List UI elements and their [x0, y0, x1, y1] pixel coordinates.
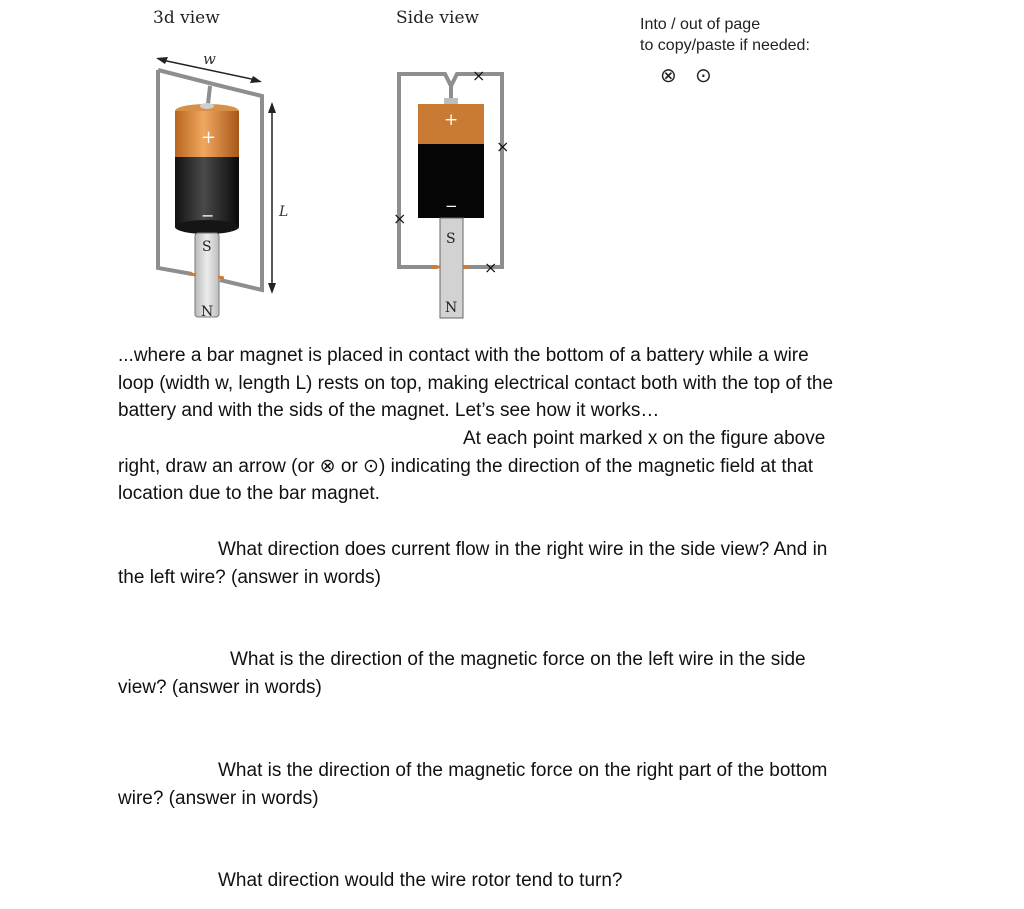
q1-line-1: At each point marked x on the figure above: [463, 428, 826, 449]
magnet-pole-n-3d: N: [201, 304, 214, 320]
view-3d-drawing: [156, 50, 288, 320]
length-label: L: [279, 204, 289, 220]
field-point-right: ×: [496, 137, 510, 156]
side-view-drawing: [393, 66, 509, 318]
symbol-note: [640, 14, 810, 56]
intro-paragraph: [118, 342, 918, 425]
question-force-left-wire: [118, 646, 918, 701]
symbol-note-line1: Into / out of page: [640, 16, 761, 33]
question-force-bottom-wire: [118, 757, 918, 812]
intro-line-2: loop (width w, length L) rests on top, making electrical contact both with the top of the: [118, 372, 834, 394]
magnet-pole-n-side: N: [445, 300, 458, 316]
symbol-note-line2: to copy/paste if needed:: [640, 37, 810, 54]
field-point-bottom-right: ×: [484, 258, 498, 277]
q3-line-1: What is the direction of the magnetic force on the left wire in the side: [230, 649, 806, 670]
q5-line-1: What direction would the wire rotor tend to turn?: [218, 870, 623, 891]
field-point-left: ×: [393, 209, 407, 228]
battery-plus-side: +: [444, 110, 459, 130]
magnet-pole-s-side: S: [446, 231, 456, 247]
intro-line-1: ...where a bar magnet is placed in contact with the bottom of a battery while a wire: [118, 345, 809, 366]
q1-line-3: location due to the bar magnet.: [118, 483, 380, 504]
magnet-pole-s-3d: S: [202, 239, 212, 255]
battery-minus-3d: −: [201, 206, 215, 225]
q1-line-2: right, draw an arrow (or ⊗ or ⊙) indicating the direction of the magnetic field at that: [118, 455, 814, 477]
question-field-direction: [118, 425, 918, 508]
field-point-top-right: ×: [472, 66, 486, 85]
out-of-page-icon: ⊙: [695, 65, 712, 87]
homopolar-motor-figure: [0, 0, 560, 330]
battery-plus-3d: +: [201, 127, 217, 148]
intro-line-3: battery and with the sids of the magnet. Let’s see how it works…: [118, 400, 660, 421]
question-rotor-direction: [118, 867, 918, 895]
q4-line-1: What is the direction of the magnetic force on the right part of the bottom: [218, 760, 828, 781]
view-3d-title: 3d view: [153, 8, 220, 28]
q2-line-2: the left wire? (answer in words): [118, 566, 381, 588]
into-page-icon: ⊗: [660, 65, 677, 87]
q2-line-1: What direction does current flow in the right wire in the side view? And in: [218, 539, 828, 560]
question-current-direction: [118, 536, 918, 591]
q3-line-2: view? (answer in words): [118, 676, 322, 698]
battery-minus-side: −: [445, 197, 458, 215]
length-dimension-arrow: [268, 102, 276, 294]
q4-line-2: wire? (answer in words): [118, 787, 319, 809]
side-view-title: Side view: [396, 8, 480, 28]
width-label: w: [203, 50, 216, 68]
